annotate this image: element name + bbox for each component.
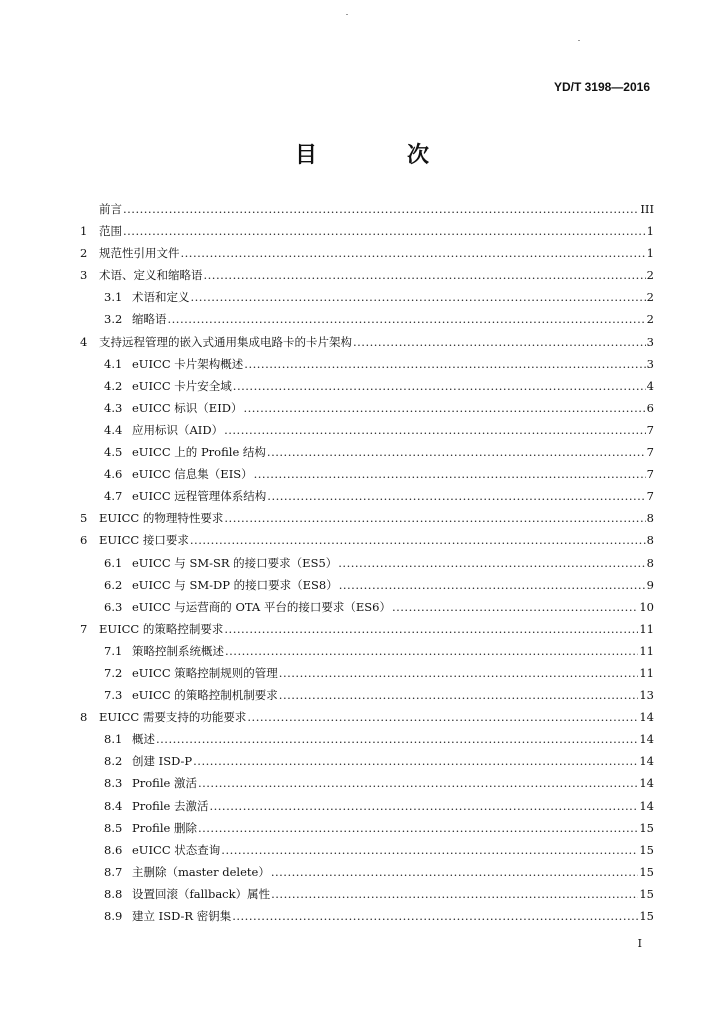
toc-dot-leader: [224, 622, 638, 636]
toc-entry-number: 3.1: [104, 290, 123, 305]
toc-entry-number: 1: [80, 224, 88, 239]
toc-entry[interactable]: [80, 555, 654, 577]
toc-entry[interactable]: [80, 334, 654, 356]
toc-entry-page: 8: [646, 511, 654, 526]
toc-dot-leader: [225, 644, 638, 658]
toc-dot-leader: [224, 423, 646, 437]
toc-entry-number: 4.5: [104, 445, 123, 460]
toc-entry-label: eUICC 卡片安全域: [132, 378, 232, 393]
toc-entry-label: eUICC 卡片架构概述: [132, 356, 244, 371]
toc-dot-leader: [353, 335, 646, 349]
toc-entry-number: 4.7: [104, 489, 123, 504]
toc-entry-page: 14: [639, 754, 654, 769]
toc-entry-label: eUICC 与运营商的 OTA 平台的接口要求（ES6）: [132, 599, 391, 614]
toc-entry-page: III: [640, 202, 654, 216]
toc-entry-page: 8: [646, 555, 654, 570]
toc-entry[interactable]: [80, 753, 654, 775]
toc-entry-page: 15: [639, 909, 654, 923]
toc-entry-label: eUICC 信息集（EIS）: [132, 467, 253, 482]
toc-entry-number: 4.6: [104, 467, 123, 482]
toc-entry[interactable]: [80, 599, 654, 621]
toc-entry[interactable]: [80, 820, 654, 842]
toc-entry-number: 4.4: [104, 422, 123, 437]
toc-entry-label: 概述: [132, 732, 155, 747]
toc-entry[interactable]: [80, 798, 654, 820]
toc-entry-number: 6.1: [104, 555, 123, 570]
toc-entry-label: 策略控制系统概述: [132, 643, 224, 658]
toc-entry-page: 6: [646, 400, 654, 415]
toc-entry-number: 8: [80, 710, 88, 725]
toc-entry-label: Profile 删除: [132, 820, 197, 835]
toc-entry-label: Profile 激活: [132, 776, 197, 791]
toc-entry-label: 缩略语: [132, 312, 167, 327]
standard-code: YD/T 3198—2016: [553, 80, 650, 94]
toc-entry-number: 4.3: [104, 400, 123, 415]
toc-entry-label: eUICC 状态查询: [132, 842, 221, 857]
toc-dot-leader: [279, 666, 639, 680]
toc-dot-leader: [123, 202, 639, 216]
toc-entry-number: 8.4: [104, 798, 123, 813]
toc-entry-number: 6.3: [104, 599, 123, 614]
page-number: I: [637, 937, 642, 950]
toc-entry-page: 1: [646, 246, 654, 261]
toc-entry[interactable]: [80, 400, 654, 422]
toc-entry[interactable]: [80, 267, 654, 289]
toc-entry-page: 14: [639, 798, 654, 813]
toc-entry-number: 6.2: [104, 577, 123, 592]
toc-entry-number: 8.1: [104, 732, 123, 747]
toc-entry-label: eUICC 标识（EID）: [132, 400, 243, 415]
toc-entry-label: EUICC 需要支持的功能要求: [99, 710, 247, 725]
toc-entry[interactable]: [80, 289, 654, 311]
toc-entry[interactable]: [80, 665, 654, 687]
toc-entry-page: 2: [646, 312, 654, 327]
toc-entry-page: 7: [646, 467, 654, 482]
toc-dot-leader: [279, 688, 639, 702]
toc-entry[interactable]: [80, 223, 654, 245]
toc-entry-label: eUICC 策略控制规则的管理: [132, 665, 278, 680]
toc-entry-label: 应用标识（AID）: [132, 422, 224, 437]
toc-entry[interactable]: [80, 444, 654, 466]
toc-dot-leader: [224, 511, 645, 525]
toc-entry[interactable]: [80, 311, 654, 333]
toc-entry-number: 5: [80, 511, 88, 526]
toc-entry-page: 8: [646, 533, 654, 548]
toc-dot-leader: [156, 732, 638, 746]
toc-entry-number: 7.2: [104, 665, 123, 680]
toc-entry-label: 规范性引用文件: [99, 246, 180, 261]
toc-dot-leader: [191, 290, 646, 304]
toc-entry-page: 1: [646, 224, 654, 239]
toc-dot-leader: [193, 754, 638, 768]
toc-entry-number: 3.2: [104, 312, 123, 327]
toc-entry-page: 14: [639, 732, 654, 747]
toc-dot-leader: [243, 401, 645, 415]
toc-entry-page: 15: [639, 886, 654, 901]
toc-dot-leader: [198, 821, 638, 835]
toc-entry-label: EUICC 的策略控制要求: [99, 621, 224, 636]
toc-entry-label: 支持远程管理的嵌入式通用集成电路卡的卡片架构: [99, 334, 352, 349]
toc-entry-label: 建立 ISD-R 密钥集: [132, 909, 232, 923]
toc-entry[interactable]: [80, 356, 654, 378]
toc-entry-label: Profile 去激活: [132, 798, 209, 813]
toc-entry[interactable]: [80, 378, 654, 400]
toc-dot-leader: [247, 710, 638, 724]
toc-entry-number: 7: [80, 621, 88, 636]
toc-entry-label: 创建 ISD-P: [132, 754, 193, 769]
toc-entry-number: 2: [80, 246, 88, 261]
toc-dot-leader: [339, 578, 646, 592]
toc-entry[interactable]: [80, 488, 654, 510]
toc-entry-page: 14: [639, 710, 654, 725]
toc-entry[interactable]: [80, 422, 654, 444]
toc-dot-leader: [204, 268, 646, 282]
toc-dot-leader: [123, 224, 646, 238]
toc-entry[interactable]: [80, 532, 654, 554]
toc-dot-leader: [190, 533, 646, 547]
toc-dot-leader: [271, 887, 638, 901]
toc-entry-number: 8.3: [104, 776, 123, 791]
toc-entry-page: 9: [646, 577, 654, 592]
toc-dot-leader: [168, 312, 646, 326]
toc-entry-number: 8.6: [104, 842, 123, 857]
toc-entry-page: 7: [646, 422, 654, 437]
toc-entry-page: 11: [639, 621, 654, 636]
toc-entry[interactable]: [80, 643, 654, 665]
toc-entry-page: 3: [646, 334, 654, 349]
toc-entry-number: 8.8: [104, 886, 123, 901]
toc-entry[interactable]: [80, 775, 654, 797]
toc-entry-page: 10: [639, 599, 654, 614]
toc-entry-label: 术语、定义和缩略语: [99, 268, 203, 283]
toc-entry-page: 2: [646, 290, 654, 305]
toc-entry[interactable]: [80, 245, 654, 267]
toc-dot-leader: [221, 843, 638, 857]
toc-entry[interactable]: [80, 709, 654, 731]
toc-entry[interactable]: [80, 908, 654, 930]
toc-entry-label: EUICC 接口要求: [99, 533, 189, 548]
toc-entry-label: eUICC 与 SM-DP 的接口要求（ES8）: [132, 577, 338, 592]
table-of-contents: [80, 201, 654, 930]
toc-entry[interactable]: [80, 886, 654, 908]
toc-entry-number: 8.7: [104, 864, 123, 879]
toc-entry[interactable]: [80, 864, 654, 886]
toc-entry[interactable]: [80, 842, 654, 864]
toc-entry[interactable]: [80, 510, 654, 532]
toc-entry-page: 11: [639, 665, 654, 680]
toc-entry-number: 8.5: [104, 820, 123, 835]
page-title: 目 次: [294, 143, 463, 168]
toc-entry[interactable]: [80, 466, 654, 488]
toc-entry-label: eUICC 与 SM-SR 的接口要求（ES5）: [132, 555, 338, 570]
toc-entry-number: 4.2: [104, 378, 123, 393]
toc-entry-number: 7.1: [104, 643, 123, 658]
toc-dot-leader: [198, 776, 638, 790]
toc-entry-label: 设置回滚（fallback）属性: [132, 886, 271, 901]
toc-entry[interactable]: [80, 687, 654, 709]
toc-entry[interactable]: [80, 201, 654, 223]
toc-dot-leader: [232, 909, 638, 923]
toc-entry-number: 7.3: [104, 688, 123, 703]
toc-entry-page: 7: [646, 489, 654, 504]
toc-entry-label: EUICC 的物理特性要求: [99, 511, 224, 526]
toc-entry-label: eUICC 上的 Profile 结构: [132, 445, 266, 460]
toc-entry-page: 15: [639, 864, 654, 879]
toc-entry-number: 4: [80, 334, 88, 349]
toc-entry-page: 11: [639, 643, 654, 658]
toc-entry[interactable]: [80, 621, 654, 643]
toc-entry-label: eUICC 的策略控制机制要求: [132, 688, 278, 703]
toc-entry-number: 3: [80, 268, 88, 283]
toc-entry-page: 7: [646, 445, 654, 460]
toc-entry-page: 13: [639, 688, 654, 703]
toc-dot-leader: [267, 445, 646, 459]
toc-dot-leader: [181, 246, 646, 260]
toc-entry-page: 15: [639, 820, 654, 835]
toc-entry-number: 4.1: [104, 356, 123, 371]
toc-dot-leader: [267, 489, 645, 503]
scan-speck: [346, 14, 348, 15]
toc-dot-leader: [233, 379, 646, 393]
toc-entry-page: 15: [639, 842, 654, 857]
scan-speck: [578, 40, 580, 41]
toc-entry-label: 术语和定义: [132, 290, 190, 305]
toc-dot-leader: [392, 600, 638, 614]
toc-dot-leader: [254, 467, 646, 481]
toc-entry[interactable]: [80, 577, 654, 599]
toc-entry-label: eUICC 远程管理体系结构: [132, 489, 267, 504]
toc-entry-page: 14: [639, 776, 654, 791]
toc-entry-label: 主删除（master delete）: [132, 864, 270, 879]
toc-entry-number: 8.2: [104, 754, 123, 769]
toc-dot-leader: [244, 357, 645, 371]
toc-entry-page: 4: [646, 378, 654, 393]
toc-entry-label: 范围: [99, 224, 122, 239]
toc-dot-leader: [271, 865, 639, 879]
toc-entry-label: 前言: [99, 202, 122, 216]
toc-dot-leader: [338, 556, 645, 570]
toc-dot-leader: [209, 799, 638, 813]
toc-entry[interactable]: [80, 731, 654, 753]
toc-entry-page: 3: [646, 356, 654, 371]
toc-entry-number: 8.9: [104, 909, 123, 923]
toc-entry-page: 2: [646, 268, 654, 283]
toc-entry-number: 6: [80, 533, 88, 548]
